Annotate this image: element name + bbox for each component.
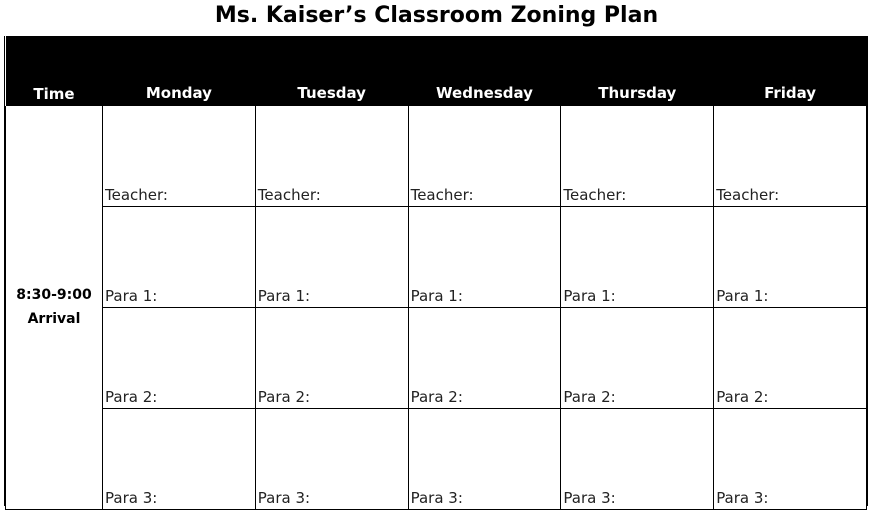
- zoning-table: [5, 36, 867, 510]
- cell-monday-teacher[interactable]: Teacher:: [103, 106, 256, 207]
- cell-thursday-para1[interactable]: Para 1:: [561, 207, 714, 308]
- time-range: 8:30-9:00: [16, 287, 92, 304]
- header-friday: Friday: [714, 36, 867, 106]
- cell-tuesday-para3[interactable]: Para 3:: [255, 409, 408, 510]
- table-row: [6, 308, 867, 409]
- header-monday: Monday: [103, 36, 256, 106]
- cell-thursday-para2[interactable]: Para 2:: [561, 308, 714, 409]
- page-title: Ms. Kaiser’s Classroom Zoning Plan: [214, 3, 659, 28]
- time-activity: Arrival: [27, 311, 81, 328]
- table-row: [6, 106, 867, 207]
- cell-tuesday-teacher[interactable]: Teacher:: [255, 106, 408, 207]
- cell-wednesday-para2[interactable]: Para 2:: [408, 308, 561, 409]
- table-row: [6, 207, 867, 308]
- cell-friday-teacher[interactable]: Teacher:: [714, 106, 867, 207]
- header-tuesday: Tuesday: [255, 36, 408, 106]
- cell-wednesday-para3[interactable]: Para 3:: [408, 409, 561, 510]
- cell-friday-para3[interactable]: Para 3:: [714, 409, 867, 510]
- header-thursday: Thursday: [561, 36, 714, 106]
- header-wednesday: Wednesday: [408, 36, 561, 106]
- cell-monday-para1[interactable]: Para 1:: [103, 207, 256, 308]
- cell-monday-para3[interactable]: Para 3:: [103, 409, 256, 510]
- cell-monday-para2[interactable]: Para 2:: [103, 308, 256, 409]
- time-cell[interactable]: [6, 106, 103, 510]
- cell-wednesday-para1[interactable]: Para 1:: [408, 207, 561, 308]
- cell-thursday-para3[interactable]: Para 3:: [561, 409, 714, 510]
- header-time: Time: [6, 36, 103, 106]
- cell-friday-para1[interactable]: Para 1:: [714, 207, 867, 308]
- cell-thursday-teacher[interactable]: Teacher:: [561, 106, 714, 207]
- cell-friday-para2[interactable]: Para 2:: [714, 308, 867, 409]
- header-row: [6, 36, 867, 106]
- zoning-table-container: [4, 36, 868, 506]
- cell-wednesday-teacher[interactable]: Teacher:: [408, 106, 561, 207]
- table-row: [6, 409, 867, 510]
- cell-tuesday-para1[interactable]: Para 1:: [255, 207, 408, 308]
- cell-tuesday-para2[interactable]: Para 2:: [255, 308, 408, 409]
